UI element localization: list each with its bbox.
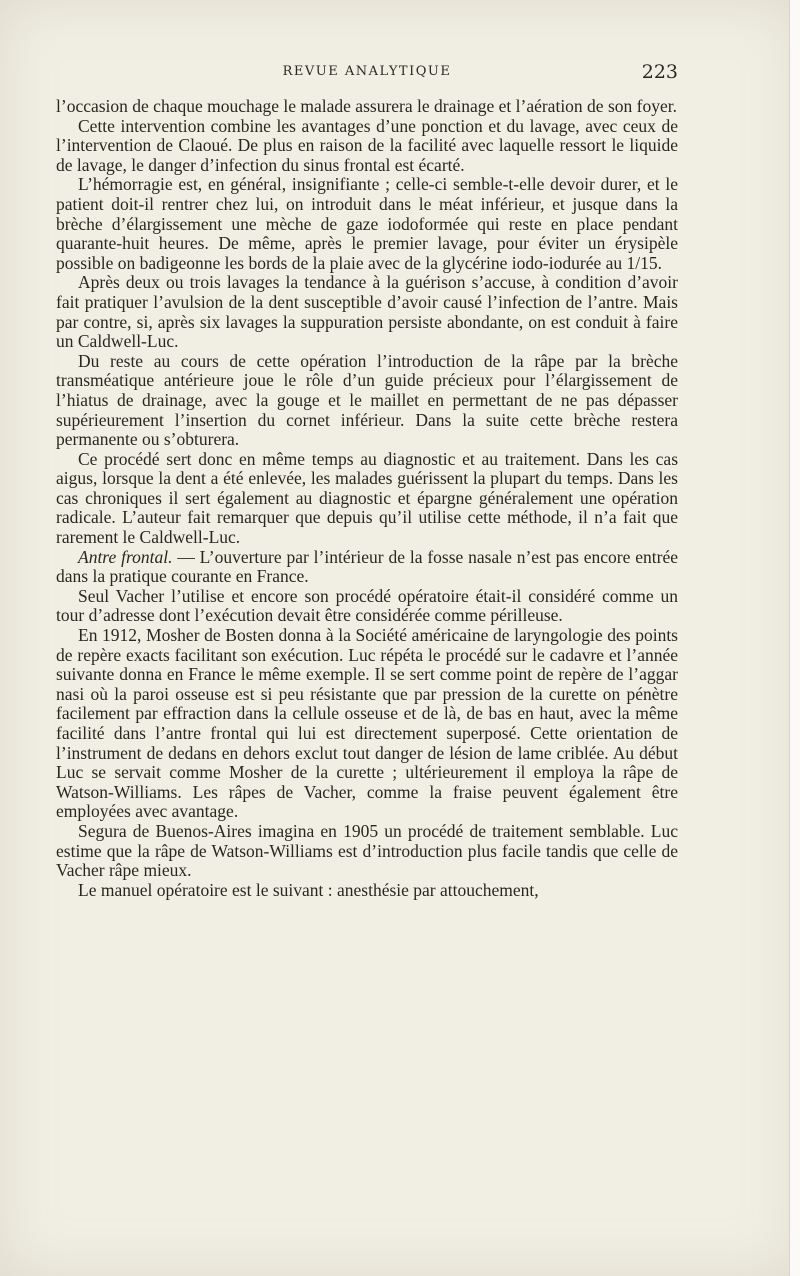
paragraph-intervention: Cette intervention combine les avantages d’une ponction et du lavage, avec ceux de l’intervention de Claoué. De plus en raison de la facilité avec laquelle ressort le liquide de lavage, le danger d’infection du sinus frontal est écarté.	[56, 115, 678, 175]
running-head	[56, 62, 678, 84]
article-body	[56, 97, 678, 900]
paragraph-drainage: l’occasion de chaque mouchage le malade assurera le drainage et l’aération de son foyer.	[56, 96, 677, 116]
section-text: — L’ouverture par l’intérieur de la fosse nasale n’est pas encore entrée dans la pratique courante en France.	[56, 546, 678, 587]
paragraph-diagnosis: Ce procédé sert donc en même temps au diagnostic et au traitement. Dans les cas aigus, lorsque la dent a été enlevée, les malades guérissent la plupart du temps. Dans les cas chroniques il sert également au diagnostic et épargne généralement une opération radicale. L’auteur fait remarquer que depuis qu’il utilise cette méthode, il n’a fait que rarement le Caldwell-Luc.	[56, 448, 678, 548]
paragraph-mosher: En 1912, Mosher de Bosten donna à la Société américaine de laryngologie des points de repère exacts facilitant son exécution. Luc répéta le procédé sur le cadavre et l’année suivante donna en France le même exemple. Il se sert comme point de repère de l’aggar nasi où la paroi osseuse est si peu résistante que par pression de la curette on pénètre facilement par effraction dans la cellule osseuse et de là, de bas en haut, avec la même facilité dans l’antre frontal qui lui est directement superposé. Cette orientation de l’instrument de dedans en dehors exclut tout danger de lésion de lame criblée. Au début Luc se servait comme Mosher de la curette ; ultérieurement il employa la râpe de Watson-Williams. Les râpes de Vacher, comme la fraise peuvent également être employées avec avantage.	[56, 625, 678, 822]
paragraph-hemorrhage: L’hémorragie est, en général, insignifiante ; celle-ci semble-t-elle devoir durer, et le patient doit-il rentrer chez lui, on introduit dans le méat inférieur, et jusque dans la brèche d’élargissement une mèche de gaze iodoformée qui reste en place pendant quarante-huit heures. De même, après le premier lavage, pour éviter un érysipèle possible on badigeonne les bords de la plaie avec de la glycérine iodo-iodurée au 1/15.	[56, 174, 678, 273]
paragraph-vacher: Seul Vacher l’utilise et encore son procédé opératoire était-il considéré comme un tour d’adresse dont l’exécution devait être considérée comme périlleuse.	[56, 585, 678, 626]
journal-title: REVUE ANALYTIQUE	[282, 64, 452, 79]
paragraph-frontal-antrum	[56, 548, 678, 587]
paragraph-healing: Après deux ou trois lavages la tendance à la guérison s’accuse, à condition d’avoir fait pratiquer l’avulsion de la dent susceptible d’avoir causé l’infection de l’antre. Mais par contre, si, après six lavages la suppuration persiste abondante, on est conduit à faire un Caldwell-Luc.	[56, 272, 678, 352]
paragraph-operation: Du reste au cours de cette opération l’introduction de la râpe par la brèche transméatique antérieure joue le rôle d’un guide précieux pour l’élargissement de l’hiatus de drainage, avec la gouge et le maillet en permettant de ne pas dépasser supérieurement l’insertion du cornet inférieur. Dans la suite cette brèche restera permanente ou s’obturera.	[56, 350, 678, 450]
paragraph-procedure: Le manuel opératoire est le suivant : anesthésie par attouchement,	[78, 879, 539, 900]
page-edge	[789, 0, 800, 1276]
paragraph-segura: Segura de Buenos-Aires imagina en 1905 un procédé de traitement semblable. Luc estime que la râpe de Watson-Williams est d’introduction plus facile tandis que celle de Vacher râpe mieux.	[56, 820, 678, 881]
page-number: 223	[641, 61, 678, 83]
section-heading: Antre frontal.	[78, 546, 173, 567]
